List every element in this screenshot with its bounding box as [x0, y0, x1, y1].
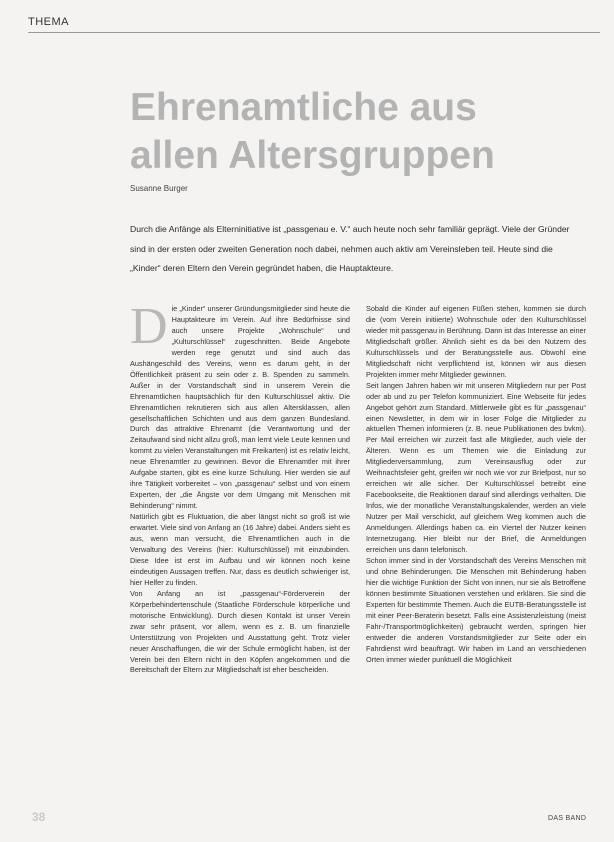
- body-paragraph: Von Anfang an ist „passgenau“-Förderverein der Körperbehindertenschule (Staatliche Förderschule körperliche und motorische Entwicklung). Durch diesen Kontakt ist unser Verein zwar sehr präsent, vor allem, wenn es z. B. um finanzielle Unterstützung von Projekten und Ausstattung geht. Trotz vieler neuer Anschaffungen, die wir der Schule ermöglicht haben, ist der Verein bei den Eltern nicht in den Köpfen angekommen und die Bereitschaft der Eltern zur Mitgliedschaft ist eher bescheiden.: [130, 588, 350, 675]
- lead-paragraph: Durch die Anfänge als Elterninitiative ist „passgenau e. V.“ auch heute noch sehr familiär geprägt. Viele der Gründer sind in der ersten oder zweiten Generation noch dabei, nehmen auch aktiv am Vereinsleben teil. Heute sind die „Kinder“ deren Eltern den Verein gegründet haben, die Hauptakteure.: [130, 224, 570, 273]
- article-title: [130, 84, 550, 180]
- page-number: 38: [32, 810, 46, 824]
- article-lead: [130, 220, 576, 279]
- body-paragraph: Natürlich gibt es Fluktuation, die aber längst nicht so groß ist wie erwartet. Viele sind von Anfang an (16 Jahre) dabei. Anders sieht es aus, wenn man versucht, die Ehrenamtlichen auch in die Verwaltung des Vereins (hier: Kulturschlüssel) mit einzubinden. Diese Idee ist erst im Aufbau und wir können noch keine eindeutigen Aussagen treffen. Nur, dass es deutlich schwieriger ist, hier Helfer zu finden.: [130, 512, 350, 587]
- body-paragraph: Schon immer sind in der Vorstandschaft des Vereins Menschen mit und ohne Behinderungen. Die Menschen mit Behinderung haben hier die wichtige Funktion der Sicht von innen, nur sie als Betroffene können bestimmte Situationen verstehen und erklären. Sie sind die Experten für bestimmte Themen. Auch die EUTB-Beratungsstelle ist mit einer Peer-Beraterin besetzt. Falls eine Assistenzleistung (meist Fahr-/Transportmöglichkeiten) gebraucht werden, springen hier entweder die anderen Vorstandsmitglieder zur Seite oder ein Fahrdienst wird beauftragt. Wir haben im Land an verschiedenen Orten immer wieder punktuell die Möglichkeit: [366, 555, 586, 664]
- article-column-right: [366, 304, 586, 665]
- body-paragraph: ie „Kinder“ unserer Gründungsmitglieder sind heute die Hauptakteure im Verein. Auf ihre Bedürfnisse sind auch unsere Projekte „Wohnschule“ und „Kulturschlüssel“ zugeschnitten. Beide Angebote werden rege genutzt und sind auch das Aushängeschild des Vereins, wenn es darum geht, in der Öffentlichkeit präsent zu sein oder z. B. Spenden zu sammeln. Außer in der Vorstandschaft sind in unserem Verein die Ehrenamtlichen hauptsächlich für den Kulturschlüssel aktiv. Die Ehrenamtlichen rekrutieren sich aus allen Altersklassen, allen gesellschaftlichen Schichten und aus dem ganzen Bundesland. Durch das attraktive Ehrenamt (die Verantwortung und der Zeitaufwand sind nicht allzu groß, man lernt viele Leute kennen und kommt zu vielen Veranstaltungen mit Freikarten) ist es relativ leicht, neue Ehrenamtler zu gewinnen. Bevor die Ehrenamtler mit ihrer Aufgabe starten, gibt es eine kurze Schulung. Hier werden sie auf ihre Tätigkeit vorbereitet – von „passgenau“ selbst und von einem Experten, der „die Ängste vor dem Umgang mit Menschen mit Behinderung“ nimmt.: [130, 304, 350, 511]
- article-column-left: [130, 298, 350, 676]
- header-rule: [28, 32, 600, 33]
- article-author: Susanne Burger: [130, 184, 188, 193]
- article-title-line-1: Ehrenamtliche aus: [130, 86, 477, 129]
- section-label: THEMA: [28, 16, 69, 28]
- article-title-line-2: allen Altersgruppen: [130, 134, 495, 177]
- drop-cap: D: [130, 298, 168, 355]
- body-paragraph: Sobald die Kinder auf eigenen Füßen stehen, kommen sie durch die (vom Verein initiierte) Wohnschule oder den Kulturschlüssel wieder mit passgenau in Berührung. Dann ist das Interesse an einer Mitgliedschaft größer. Ähnlich sieht es da bei den Nutzern des Kulturschlüssels und der Beratungsstelle aus. Obwohl eine Mitgliedschaft nicht verpflichtend ist, können wir aus diesen Projekten immer mehr Mitglieder gewinnen.: [366, 304, 586, 379]
- body-paragraph: Seit langen Jahren haben wir mit unseren Mitgliedern nur per Post oder ab und zu per Telefon kommuniziert. Eine Webseite für jedes Angebot gehört zum Standard. Mittlerweile gibt es für „passgenau“ einen Newsletter, in dem wir in loser Folge die Mitglieder zu aktuellen Themen informieren (z. B. neue Publikationen des bvkm). Per Mail erreichen wir zurzeit fast alle Mitglieder, auch viele der Älteren. Wenn es um Themen wie die Einladung zur Mitgliederversammlung, zum Vereinsausflug oder zur Weihnachtsfeier geht, greifen wir noch wie vor zur Briefpost, nur so erreichen wir alle sicher. Der Kulturschlüssel betreibt eine Facebookseite, die Reaktionen darauf sind allerdings verhalten. Die Infos, wie der monatliche Veranstaltungskalender, werden an viele Nutzer per Mail verschickt, auf gleichem Weg kommen auch die Anmeldungen. Allerdings haben ca. ein Viertel der Nutzer keinen Internetzugang. Hier bleibt nur der Brief, die Anmeldungen erreichen uns dann telefonisch.: [366, 380, 586, 554]
- magazine-name: DAS BAND: [548, 815, 587, 822]
